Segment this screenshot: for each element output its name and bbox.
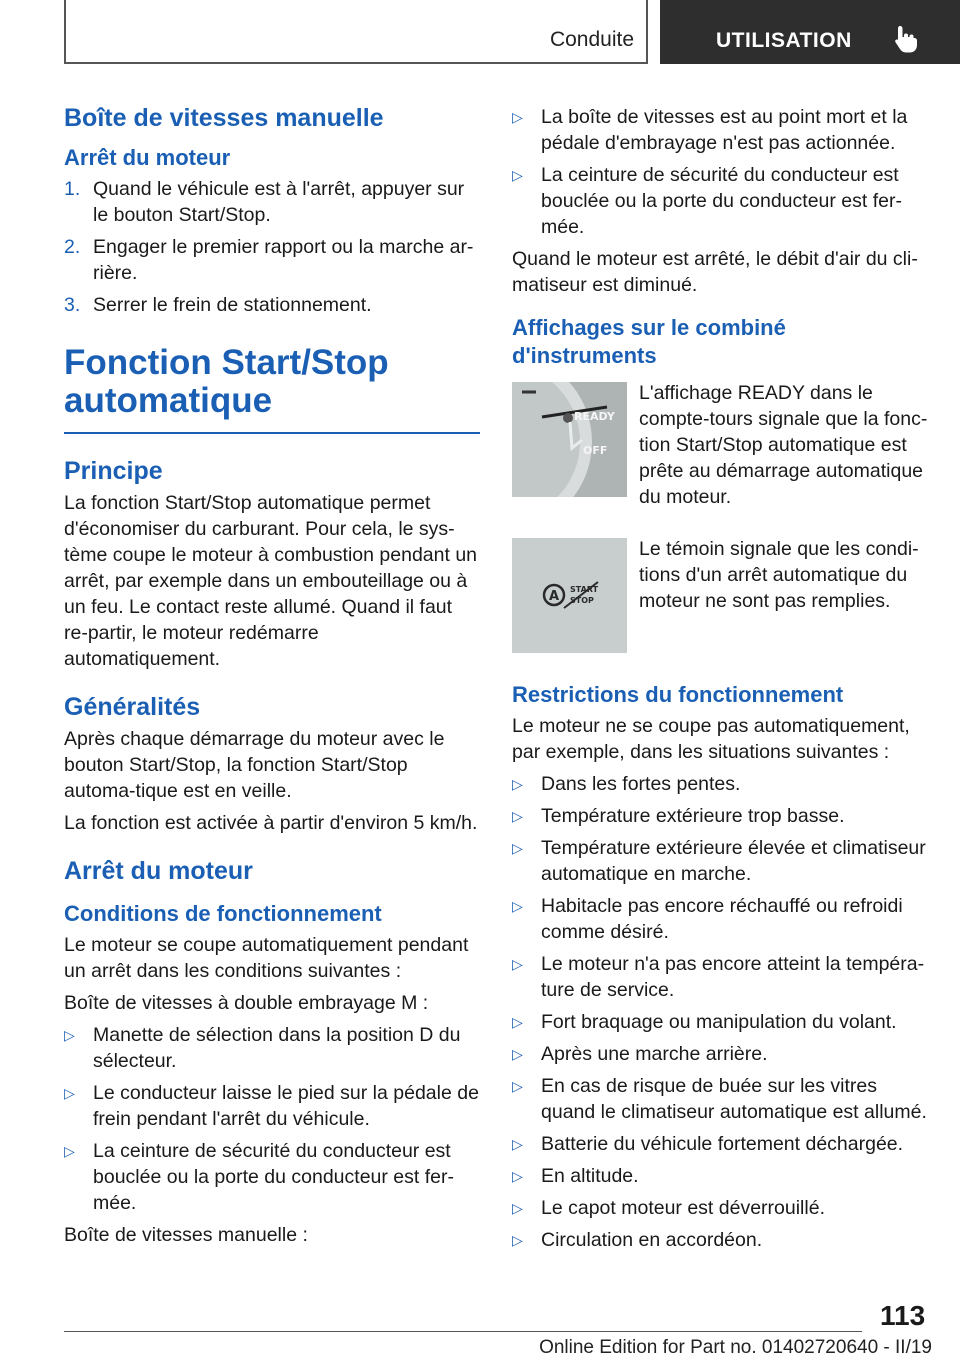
list-item: 1. Quand le véhicule est à l'arrêt, appuyer sur le bouton Start/Stop.	[64, 178, 465, 226]
header-chapter-label: UTILISATION	[716, 29, 852, 52]
bullet-triangle-icon: ▷	[512, 1168, 523, 1184]
principle-text: La fonction Start/Stop automatique permet d'économiser du carburant. Pour cela, le sys-tème coupe le moteur à combustion pendant un arrêt, par exemple dans un embouteillage ou à un feu. Le contact reste allumé. Quand il faut re-partir, le moteur redémarre automatiquement.	[64, 492, 478, 670]
bullet-triangle-icon: ▷	[512, 1232, 523, 1248]
start-stop-off-icon	[512, 538, 627, 653]
footer-divider	[64, 1331, 862, 1332]
svg-text:START: START	[570, 585, 599, 594]
list-item: ▷ Température extérieure trop basse.	[512, 805, 845, 827]
figure-warning	[512, 536, 928, 653]
heading-principle: Principe	[64, 457, 163, 485]
start-stop-warning-image	[512, 538, 627, 653]
list-item: ▷ La ceinture de sécurité du conducteur est bouclée ou la porte du conducteur est fer-mée.	[64, 1140, 454, 1214]
list-item: ▷ Après une marche arrière.	[512, 1043, 768, 1065]
bullet-triangle-icon: ▷	[512, 167, 523, 183]
bullet-triangle-icon: ▷	[512, 776, 523, 792]
list-item: ▷ Manette de sélection dans la position D du sélecteur.	[64, 1024, 461, 1072]
right-column	[512, 104, 928, 1259]
conditions-text: Le moteur se coupe automatiquement pendant un arrêt dans les conditions suivantes :	[64, 934, 469, 982]
figure-ready	[512, 380, 928, 510]
list-item: ▷ Le capot moteur est déverrouillé.	[512, 1197, 825, 1219]
list-item: ▷ Fort braquage ou manipulation du volant.	[512, 1011, 897, 1033]
bullet-triangle-icon: ▷	[512, 808, 523, 824]
restrictions-list	[512, 771, 928, 1253]
footer-edition: Online Edition for Part no. 01402720640 - II/19	[539, 1337, 932, 1358]
tachometer-ready-icon	[512, 382, 627, 497]
bullet-triangle-icon: ▷	[512, 898, 523, 914]
list-item: ▷ Batterie du véhicule fortement déchargée.	[512, 1133, 904, 1155]
header-section-tab	[64, 0, 648, 64]
list-item: ▷ Habitacle pas encore réchauffé ou refroidi comme désiré.	[512, 895, 903, 943]
engine-stop-steps	[64, 176, 480, 318]
list-item: ▷ La ceinture de sécurité du conducteur est bouclée ou la porte du conducteur est fer-mée.	[512, 164, 902, 238]
list-item: ▷ Le moteur n'a pas encore atteint la tempéra-ture de service.	[512, 953, 925, 1001]
hand-pointer-icon	[893, 24, 921, 54]
bullet-triangle-icon: ▷	[64, 1085, 75, 1101]
manual-conditions-list	[512, 104, 928, 240]
general-text-2: La fonction est activée à partir d'environ 5 km/h.	[64, 812, 478, 834]
list-item: ▷ Dans les fortes pentes.	[512, 773, 741, 795]
dct-conditions-list	[64, 1022, 480, 1216]
bullet-triangle-icon: ▷	[512, 1136, 523, 1152]
bullet-triangle-icon: ▷	[512, 109, 523, 125]
bullet-triangle-icon: ▷	[512, 1200, 523, 1216]
restrictions-text: Le moteur ne se coupe pas automatiquement, par exemple, dans les situations suivantes :	[512, 715, 910, 763]
bullet-triangle-icon: ▷	[512, 956, 523, 972]
left-column	[64, 96, 480, 1254]
heading-engine-stop-manual: Arrêt du moteur	[64, 145, 231, 170]
general-text-1: Après chaque démarrage du moteur avec le bouton Start/Stop, la fonction Start/Stop automa-tique est en veille.	[64, 728, 445, 802]
svg-text:OFF: OFF	[583, 444, 608, 457]
bullet-triangle-icon: ▷	[64, 1027, 75, 1043]
heading-restrictions: Restrictions du fonctionnement	[512, 682, 844, 707]
tachometer-ready-image	[512, 382, 627, 497]
list-item: ▷ La boîte de vitesses est au point mort et la pédale d'embrayage n'est pas actionnée.	[512, 106, 908, 154]
list-item: ▷ Température extérieure élevée et climatiseur automatique en marche.	[512, 837, 926, 885]
page-number: 113	[880, 1300, 926, 1331]
manual-label: Boîte de vitesses manuelle :	[64, 1224, 308, 1246]
dct-label: Boîte de vitesses à double embrayage M :	[64, 992, 429, 1014]
climate-text: Quand le moteur est arrêté, le débit d'air du cli-matiseur est diminué.	[512, 248, 918, 296]
svg-text:STOP: STOP	[570, 596, 594, 605]
heading-general: Généralités	[64, 693, 201, 721]
list-item: ▷ Le conducteur laisse le pied sur la pédale de frein pendant l'arrêt du véhicule.	[64, 1082, 479, 1130]
list-item: 2. Engager le premier rapport ou la marche ar-rière.	[64, 236, 474, 284]
bullet-triangle-icon: ▷	[512, 1078, 523, 1094]
header-section-label: Conduite	[549, 28, 634, 51]
chapter-title-start-stop: Fonction Start/Stop automatique	[64, 344, 480, 434]
list-item: ▷ Circulation en accordéon.	[512, 1229, 763, 1251]
heading-display: Affichages sur le combiné d'instruments	[512, 315, 786, 368]
list-item: ▷ En altitude.	[512, 1165, 639, 1187]
bullet-triangle-icon: ▷	[512, 1046, 523, 1062]
list-item: ▷ En cas de risque de buée sur les vitres quand le climatiseur automatique est allumé.	[512, 1075, 927, 1123]
bullet-triangle-icon: ▷	[512, 1014, 523, 1030]
list-item: 3. Serrer le frein de stationnement.	[64, 294, 372, 316]
bullet-triangle-icon: ▷	[512, 840, 523, 856]
bullet-triangle-icon: ▷	[64, 1143, 75, 1159]
figure-warning-text: Le témoin signale que les condi-tions d'un arrêt automatique du moteur ne sont pas remplies.	[639, 538, 919, 612]
heading-engine-stop: Arrêt du moteur	[64, 857, 253, 885]
svg-text:READY: READY	[574, 410, 615, 423]
svg-text:A: A	[549, 589, 560, 604]
heading-conditions: Conditions de fonctionnement	[64, 901, 382, 926]
figure-ready-text: L'affichage READY dans le compte-tours signale que la fonc-tion Start/Stop automatique est prête au démarrage automatique du moteur.	[639, 382, 928, 508]
section-title-manual: Boîte de vitesses manuelle	[64, 104, 384, 132]
